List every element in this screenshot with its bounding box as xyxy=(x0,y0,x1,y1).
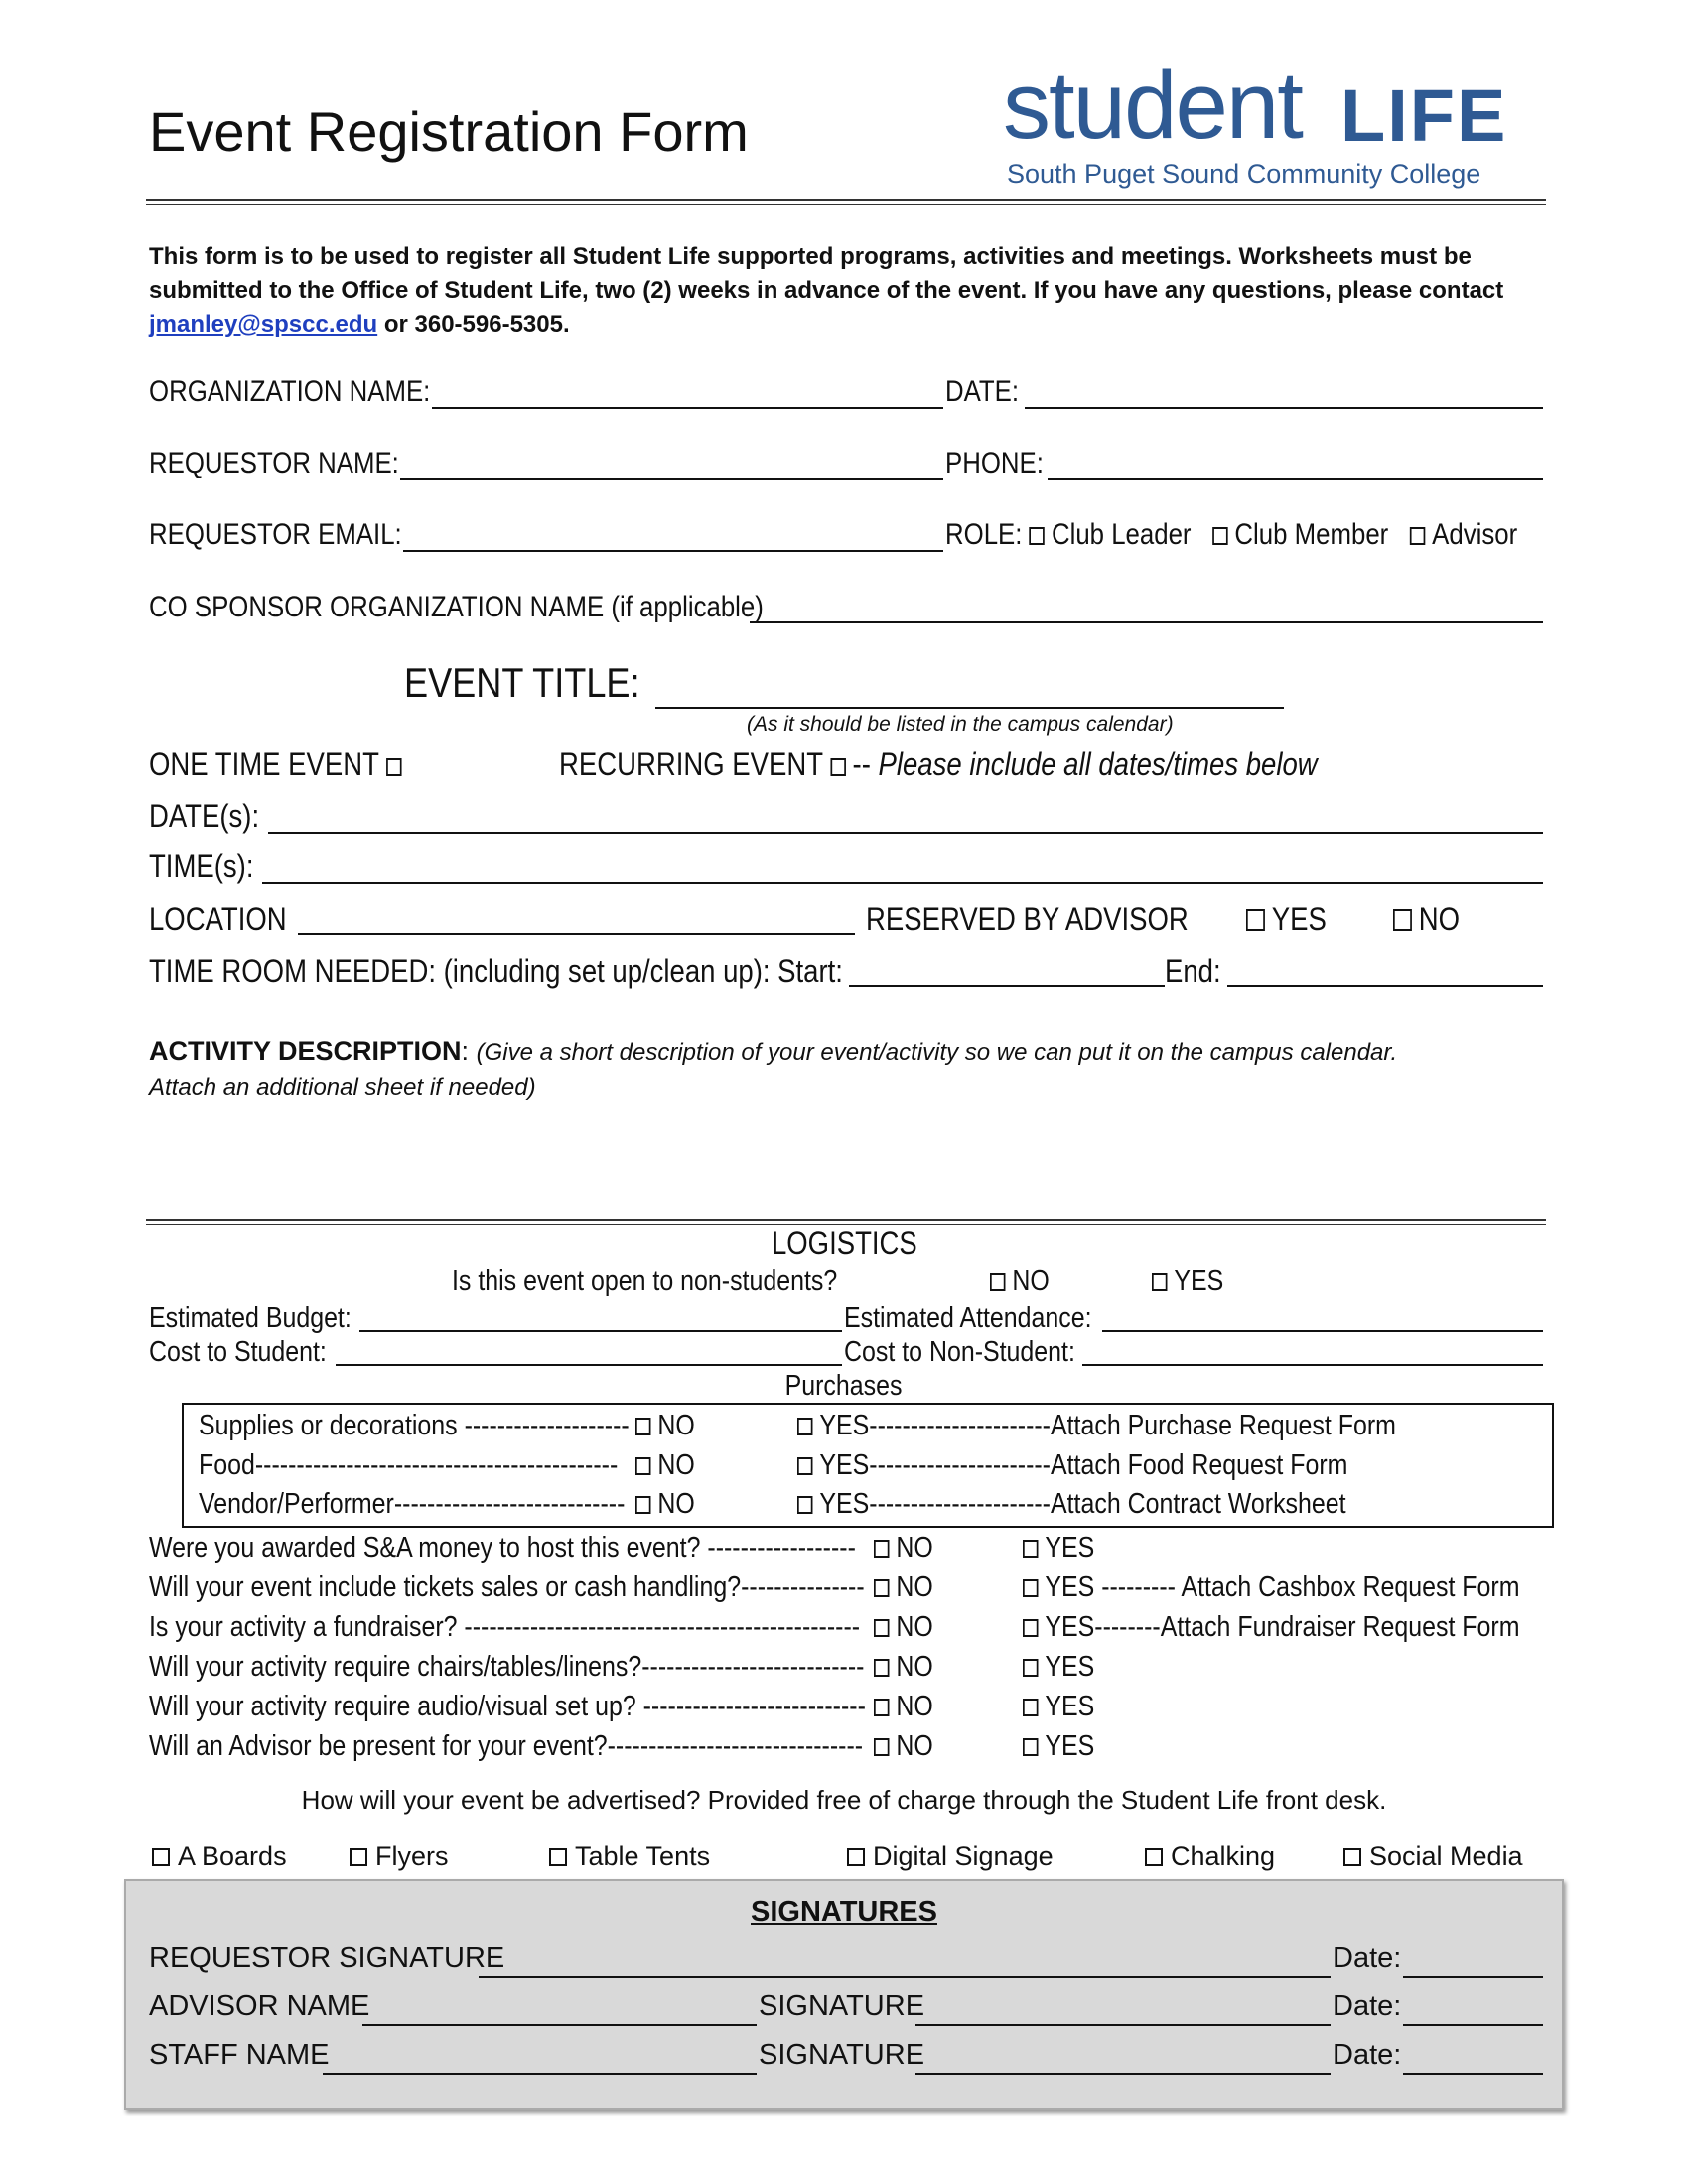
reserved-yes-option xyxy=(1246,901,1339,938)
advisor-date-label: Date: xyxy=(1333,1990,1402,2022)
cost-student-field[interactable] xyxy=(336,1364,842,1366)
logo-college-name: South Puget Sound Community College xyxy=(1007,159,1481,189)
requestor-name-label: REQUESTOR NAME: xyxy=(149,447,399,479)
question-chairs-yes-checkbox[interactable] xyxy=(1023,1659,1038,1677)
question-audio-visual-yes: YES xyxy=(1023,1691,1106,1723)
reserved-no-option xyxy=(1393,901,1471,938)
co-sponsor-field[interactable] xyxy=(750,621,1543,623)
purchase-row xyxy=(199,1410,699,1442)
estimated-budget-field[interactable] xyxy=(359,1330,842,1332)
dates-label: DATE(s): xyxy=(149,798,260,834)
requestor-signature-label: REQUESTOR SIGNATURE xyxy=(149,1942,505,1974)
logistics-heading: LOGISTICS xyxy=(771,1225,917,1261)
event-title-note: (As it should be listed in the campus calendar) xyxy=(747,713,1174,736)
requestor-date-field[interactable] xyxy=(1403,1976,1543,1978)
advisor-signature-field[interactable] xyxy=(915,2024,1331,2026)
purchase-supplies-no-checkbox[interactable] xyxy=(635,1418,650,1435)
question-cash-handling-yes-checkbox[interactable] xyxy=(1023,1579,1038,1597)
advisor-name-label: ADVISOR NAME xyxy=(149,1990,370,2022)
question-fundraiser-yes: YES--------Attach Fundraiser Request Form xyxy=(1023,1611,1601,1644)
requestor-email-field[interactable] xyxy=(403,550,943,552)
fundraiser-note: --------Attach Fundraiser Request Form xyxy=(1094,1611,1520,1643)
role-advisor-checkbox[interactable] xyxy=(1410,527,1425,545)
role-club-leader-label: Club Leader xyxy=(1051,518,1192,551)
activity-note-line2: Attach an additional sheet if needed) xyxy=(149,1074,536,1101)
phone-label: PHONE: xyxy=(945,447,1044,479)
staff-name-field[interactable] xyxy=(323,2073,757,2075)
page-title: Event Registration Form xyxy=(149,100,749,163)
purchase-food-no: NO xyxy=(635,1449,705,1482)
question-chairs: Will your activity require chairs/tables/linens?--------------------------- xyxy=(149,1651,865,1683)
purchase-row xyxy=(199,1488,694,1521)
question-audio-visual-no-checkbox[interactable] xyxy=(874,1699,889,1716)
requestor-email-label: REQUESTOR EMAIL: xyxy=(149,518,402,551)
advertise-option-table-tents: Table Tents xyxy=(549,1842,710,1872)
question-sa-money-no: NO xyxy=(874,1532,943,1565)
location-field[interactable] xyxy=(298,933,855,935)
intro-text: This form is to be used to register all Student Life supported programs, activities and meetings. Worksheets must be submitted to the Office of Student Life, two (2) weeks in advance of the event. If you have any questions, please contact xyxy=(149,243,1504,304)
role-group xyxy=(945,518,1611,552)
recurring-note: Please include all dates/times below xyxy=(878,747,1318,782)
event-title-label: EVENT TITLE: xyxy=(404,659,640,706)
purchase-food-no-checkbox[interactable] xyxy=(635,1457,650,1475)
question-fundraiser: Is your activity a fundraiser? ------------------------------------------------ xyxy=(149,1611,861,1643)
org-name-label: ORGANIZATION NAME: xyxy=(149,375,431,408)
requestor-signature-field[interactable] xyxy=(479,1976,1331,1978)
header-divider xyxy=(146,199,1546,205)
cost-student-label: Cost to Student: xyxy=(149,1336,327,1368)
start-time-field[interactable] xyxy=(849,985,1165,987)
question-fundraiser-yes-checkbox[interactable] xyxy=(1023,1619,1038,1637)
end-time-field[interactable] xyxy=(1227,985,1543,987)
one-time-event-checkbox[interactable] xyxy=(386,758,401,776)
question-advisor-present-no: NO xyxy=(874,1730,943,1763)
question-cash-handling: Will your event include tickets sales or cash handling?--------------- xyxy=(149,1571,865,1603)
cost-non-student-label: Cost to Non-Student: xyxy=(844,1336,1075,1368)
question-audio-visual-yes-checkbox[interactable] xyxy=(1023,1699,1038,1716)
times-label: TIME(s): xyxy=(149,848,254,884)
question-chairs-no-checkbox[interactable] xyxy=(874,1659,889,1677)
question-advisor-present-yes: YES xyxy=(1023,1730,1106,1763)
question-sa-money-yes-checkbox[interactable] xyxy=(1023,1540,1038,1558)
question-audio-visual-no: NO xyxy=(874,1691,943,1723)
location-label: LOCATION xyxy=(149,901,287,937)
intro-paragraph xyxy=(149,240,1539,341)
logo-student-word: student xyxy=(1003,53,1302,159)
advertise-a-boards-checkbox[interactable] xyxy=(152,1848,170,1866)
non-students-no-checkbox[interactable] xyxy=(990,1273,1005,1291)
end-time-label: End: xyxy=(1165,953,1221,989)
question-sa-money-no-checkbox[interactable] xyxy=(874,1540,889,1558)
non-students-yes-option: YES xyxy=(1152,1265,1235,1297)
question-advisor-present-no-checkbox[interactable] xyxy=(874,1738,889,1756)
advertise-digital-signage-checkbox[interactable] xyxy=(847,1848,865,1866)
signatures-heading: SIGNATURES xyxy=(751,1896,937,1928)
purchase-food-yes-checkbox[interactable] xyxy=(797,1457,812,1475)
advertise-option-chalking: Chalking xyxy=(1145,1842,1275,1872)
activity-description-heading xyxy=(149,1036,1397,1067)
phone-field[interactable] xyxy=(1048,478,1543,480)
question-advisor-present-yes-checkbox[interactable] xyxy=(1023,1738,1038,1756)
recurring-event-option xyxy=(559,747,1441,783)
advertise-option-digital-signage: Digital Signage xyxy=(847,1842,1054,1872)
contact-email-link[interactable]: jmanley@spscc.edu xyxy=(149,311,378,338)
staff-date-label: Date: xyxy=(1333,2039,1402,2071)
activity-description-label: ACTIVITY DESCRIPTION xyxy=(149,1036,462,1066)
one-time-event-option xyxy=(149,747,451,783)
date-field[interactable] xyxy=(1025,407,1543,409)
reserved-no-checkbox[interactable] xyxy=(1393,909,1412,931)
event-title-field[interactable] xyxy=(655,707,1284,709)
purchase-vendor-yes: YES----------------------Attach Contract Worksheet xyxy=(797,1488,1436,1521)
estimated-attendance-field[interactable] xyxy=(1102,1330,1543,1332)
advertise-question: How will your event be advertised? Provided free of charge through the Student Life front desk. xyxy=(301,1785,1387,1815)
purchases-heading: Purchases xyxy=(785,1370,903,1402)
purchase-food-label: Food-------------------------------------------- xyxy=(199,1449,619,1481)
purchase-vendor-no-checkbox[interactable] xyxy=(635,1496,650,1514)
advertise-option-a-boards: A Boards xyxy=(152,1842,287,1872)
requestor-date-label: Date: xyxy=(1333,1942,1402,1974)
activity-note-line1: (Give a short description of your event/activity so we can put it on the campus calendar. xyxy=(476,1039,1398,1066)
staff-name-label: STAFF NAME xyxy=(149,2039,330,2071)
advertise-option-flyers: Flyers xyxy=(350,1842,449,1872)
reserved-yes-checkbox[interactable] xyxy=(1246,909,1265,931)
estimated-budget-label: Estimated Budget: xyxy=(149,1302,352,1334)
advertise-flyers-checkbox[interactable] xyxy=(350,1848,367,1866)
advisor-name-field[interactable] xyxy=(362,2024,757,2026)
question-fundraiser-no: NO xyxy=(874,1611,943,1644)
purchase-supplies-yes-checkbox[interactable] xyxy=(797,1418,812,1435)
intro-phone: or 360-596-5305. xyxy=(377,311,570,338)
purchase-supplies-no: NO xyxy=(635,1410,705,1442)
purchase-vendor-no: NO xyxy=(635,1488,705,1521)
question-chairs-yes: YES xyxy=(1023,1651,1106,1684)
recurring-dash: -- xyxy=(852,747,871,782)
purchase-vendor-yes-checkbox[interactable] xyxy=(797,1496,812,1514)
advertise-social-media-checkbox[interactable] xyxy=(1343,1848,1361,1866)
staff-signature-field[interactable] xyxy=(915,2073,1331,2075)
reserved-no-label: NO xyxy=(1418,901,1461,937)
question-cash-handling-yes: YES --------- Attach Cashbox Request Form xyxy=(1023,1571,1601,1604)
time-room-label: TIME ROOM NEEDED: (including set up/clean up): Start: xyxy=(149,953,843,989)
co-sponsor-label: CO SPONSOR ORGANIZATION NAME (if applicable) xyxy=(149,591,764,623)
recurring-event-checkbox[interactable] xyxy=(830,758,845,776)
role-advisor-label: Advisor xyxy=(1432,518,1518,551)
estimated-attendance-label: Estimated Attendance: xyxy=(844,1302,1092,1334)
purchase-supplies-note: ----------------------Attach Purchase Request Form xyxy=(869,1410,1396,1441)
purchase-food-note: ----------------------Attach Food Request Form xyxy=(869,1449,1348,1481)
purchase-row xyxy=(199,1449,686,1482)
role-club-member-checkbox[interactable] xyxy=(1212,527,1227,545)
org-name-field[interactable] xyxy=(432,407,943,409)
question-chairs-no: NO xyxy=(874,1651,943,1684)
advisor-date-field[interactable] xyxy=(1403,2024,1543,2026)
studentlife-logo xyxy=(1003,53,1539,195)
role-club-member-label: Club Member xyxy=(1234,518,1389,551)
cost-non-student-field[interactable] xyxy=(1082,1364,1543,1366)
advertise-table-tents-checkbox[interactable] xyxy=(549,1848,567,1866)
non-students-no-option: NO xyxy=(990,1265,1059,1297)
reserved-yes-label: YES xyxy=(1271,901,1327,937)
question-cash-handling-no: NO xyxy=(874,1571,943,1604)
purchase-supplies-yes: YES----------------------Attach Purchase Request Form xyxy=(797,1410,1493,1442)
non-students-question: Is this event open to non-students? xyxy=(452,1265,838,1297)
purchase-vendor-note: ----------------------Attach Contract Worksheet xyxy=(869,1488,1346,1520)
question-sa-money: Were you awarded S&A money to host this event? ------------------ xyxy=(149,1532,856,1564)
activity-description-area[interactable] xyxy=(149,1110,1543,1214)
cash-handling-note: --------- Attach Cashbox Request Form xyxy=(1094,1571,1520,1603)
logo-life-word: LIFE xyxy=(1340,74,1508,157)
role-label: ROLE: xyxy=(945,518,1023,551)
times-field[interactable] xyxy=(262,882,1543,884)
one-time-event-label: ONE TIME EVENT xyxy=(149,747,379,782)
staff-signature-label: SIGNATURE xyxy=(759,2039,925,2071)
purchase-vendor-label: Vendor/Performer---------------------------- xyxy=(199,1488,626,1520)
purchase-supplies-label: Supplies or decorations -------------------- xyxy=(199,1410,630,1441)
requestor-name-field[interactable] xyxy=(400,478,943,480)
activity-colon: : xyxy=(461,1036,470,1066)
dates-field[interactable] xyxy=(268,832,1543,834)
question-fundraiser-no-checkbox[interactable] xyxy=(874,1619,889,1637)
role-club-leader-checkbox[interactable] xyxy=(1030,527,1045,545)
advertise-chalking-checkbox[interactable] xyxy=(1145,1848,1163,1866)
date-label: DATE: xyxy=(945,375,1020,408)
question-cash-handling-no-checkbox[interactable] xyxy=(874,1579,889,1597)
reserved-by-advisor-label: RESERVED BY ADVISOR xyxy=(866,901,1189,937)
staff-date-field[interactable] xyxy=(1403,2073,1543,2075)
recurring-event-label: RECURRING EVENT xyxy=(559,747,823,782)
question-advisor-present: Will an Advisor be present for your event?------------------------------- xyxy=(149,1730,864,1762)
non-students-yes-checkbox[interactable] xyxy=(1152,1273,1167,1291)
question-audio-visual: Will your activity require audio/visual set up? --------------------------- xyxy=(149,1691,866,1722)
purchase-food-yes: YES----------------------Attach Food Request Form xyxy=(797,1449,1438,1482)
advisor-signature-label: SIGNATURE xyxy=(759,1990,925,2022)
question-sa-money-yes: YES xyxy=(1023,1532,1106,1565)
advertise-option-social-media: Social Media xyxy=(1343,1842,1523,1872)
